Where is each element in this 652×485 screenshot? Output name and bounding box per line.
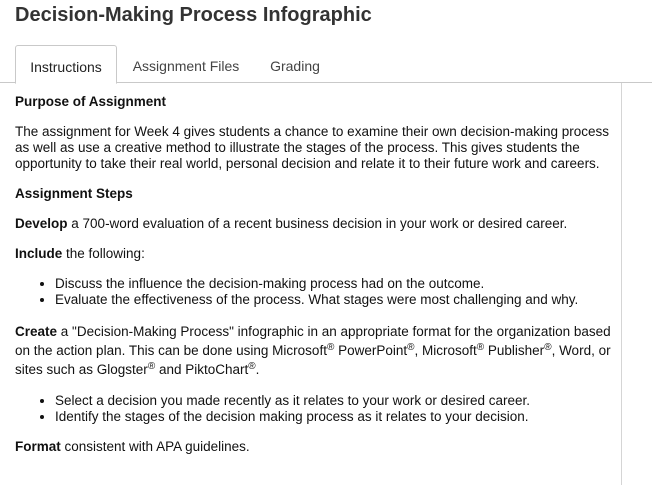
create-text: , Microsoft	[414, 343, 477, 358]
registered-mark: ®	[326, 342, 335, 353]
purpose-body: The assignment for Week 4 gives students a chance to examine their own decision-making process as well as use a creative method to illustrate the stages of the process. This gives students the opportunity to take their real world, personal decision and relate it to their future work and careers.	[15, 124, 610, 171]
create-text: Publisher	[484, 343, 545, 358]
create-text: PowerPoint	[334, 343, 408, 358]
list-item: • Discuss the influence the decision-making process had on the outcome.	[55, 276, 615, 292]
list-item: • Identify the stages of the decision making process as it relates to your decision.	[55, 409, 615, 425]
registered-mark: ®	[147, 361, 156, 372]
develop-text: a 700-word evaluation of a recent business decision in your work or desired career.	[67, 216, 568, 231]
format-text: consistent with APA guidelines.	[60, 439, 250, 454]
develop-paragraph	[15, 216, 615, 232]
format-keyword: Format	[15, 439, 61, 454]
create-keyword: Create	[15, 324, 58, 339]
create-text: .	[255, 362, 260, 377]
include-list	[15, 276, 615, 308]
page-title: Decision-Making Process Infographic	[15, 4, 372, 26]
tab-grading[interactable]: Grading	[270, 58, 320, 74]
create-text: , Word, or sites such as Glogster	[15, 343, 611, 377]
create-paragraph	[15, 322, 615, 379]
create-text: and PiktoChart	[155, 362, 249, 377]
create-list	[15, 393, 615, 425]
steps-heading: Assignment Steps	[15, 186, 133, 201]
registered-mark: ®	[476, 342, 485, 353]
list-item: • Evaluate the effectiveness of the process. What stages were most challenging and why.	[55, 292, 615, 308]
include-paragraph	[15, 246, 615, 262]
registered-mark: ®	[248, 361, 256, 372]
develop-keyword: Develop	[15, 216, 68, 231]
registered-mark: ®	[544, 342, 552, 353]
tab-bar	[0, 45, 652, 83]
purpose-heading: Purpose of Assignment	[15, 94, 167, 109]
instructions-content	[15, 94, 615, 469]
format-paragraph	[15, 439, 615, 455]
list-item: • Select a decision you made recently as it relates to your work or desired career.	[55, 393, 615, 409]
create-text: a "Decision-Making Process" infographic in an appropriate format for the organization based on the action plan. This can be done using Microsoft	[15, 324, 611, 358]
registered-mark: ®	[407, 342, 415, 353]
tab-instructions[interactable]: Instructions	[15, 45, 117, 84]
tab-assignment-files[interactable]: Assignment Files	[132, 58, 240, 74]
include-keyword: Include	[15, 246, 63, 261]
include-text: the following:	[62, 246, 145, 261]
